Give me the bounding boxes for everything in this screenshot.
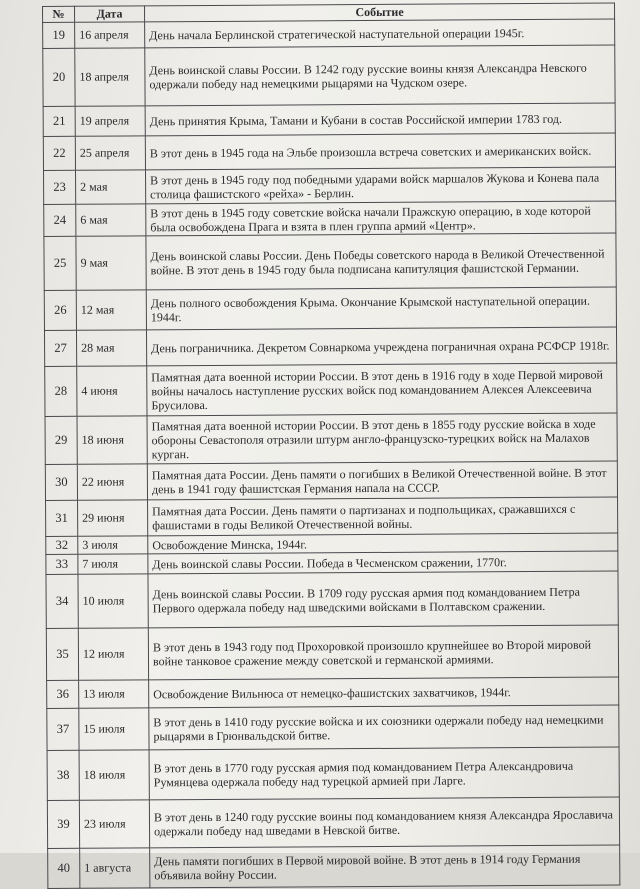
row-number: 33: [46, 554, 78, 574]
table-row: [44, 167, 616, 204]
row-date: 23 июля: [79, 800, 149, 848]
table-row: [46, 497, 618, 536]
row-event: День воинской славы России. День Победы советского народа в Великой Отечественной войне. В этот день в 1945 году была подписана капитуляция фашистской Германии.: [146, 233, 616, 290]
table-row: [48, 845, 620, 888]
row-date: 12 июля: [78, 628, 148, 680]
row-number: 36: [47, 680, 79, 708]
table-row: [44, 201, 616, 236]
row-number: 29: [45, 416, 77, 464]
row-event: Освобождение Вильнюса от немецко-фашистских захватчиков, 1944г.: [149, 677, 619, 708]
row-date: 19 апреля: [75, 106, 145, 136]
table-row: [47, 797, 619, 848]
row-number: 24: [44, 204, 76, 236]
row-date: 3 июля: [78, 536, 148, 554]
row-event: День принятия Крыма, Тамани и Кубани в состав Российской империи 1783 год.: [145, 103, 615, 136]
row-event: Памятная дата военной истории России. В этот день в 1855 году русские войска в ходе обороны Севастополя отразили штурм англо-французско-турецких войск на Малахов курган.: [147, 413, 617, 464]
row-date: 13 июля: [79, 680, 149, 708]
row-event: В этот день в 1943 году под Прохоровкой произошло крупнейшее во Второй мировой войне танковое сражение между советской и германской армиями.: [148, 625, 618, 680]
row-event: В этот день в 1770 году русская армия под командованием Петра Александровича Румянцева одержала победу над турецкой армией при Ларге.: [149, 747, 619, 800]
row-date: 1 августа: [80, 848, 150, 888]
row-date: 6 мая: [76, 204, 146, 236]
row-number: 31: [46, 500, 78, 536]
row-date: 4 июня: [77, 366, 147, 416]
header-event: Событие: [145, 3, 615, 22]
header-number: №: [43, 6, 75, 22]
row-date: 9 мая: [76, 236, 146, 290]
row-event: День памяти погибших в Первой мировой войне. В этот день в 1914 году Германия объявила войну России.: [150, 845, 620, 888]
table-row: [46, 571, 618, 628]
row-event: День воинской славы России. В 1709 году русская армия под командованием Петра Первого одержала победу над шведскими войсками в Полтавском сражении.: [148, 571, 618, 628]
row-event: В этот день в 1945 года на Эльбе произошла встреча советских и американских войск.: [145, 133, 615, 170]
row-number: 23: [44, 170, 76, 204]
row-event: Освобождение Минска, 1944г.: [148, 533, 618, 554]
header-date: Дата: [75, 6, 145, 22]
table-row: [43, 45, 615, 106]
table-row: [43, 19, 615, 48]
table-row: [45, 363, 617, 416]
row-date: 22 июня: [77, 464, 147, 500]
table-row: [45, 461, 617, 500]
row-date: 16 апреля: [75, 22, 145, 48]
row-event: В этот день в 1945 году советские войска начали Пражскую операцию, в ходе которой была освобождена Прага и взята в плен группа армий «Центр».: [146, 201, 616, 236]
row-number: 28: [45, 366, 77, 416]
row-number: 39: [47, 800, 79, 848]
row-number: 40: [48, 848, 80, 888]
table-row: [44, 327, 616, 366]
row-number: 21: [43, 106, 75, 136]
row-number: 37: [47, 708, 79, 750]
table-row: [45, 413, 617, 464]
row-number: 26: [44, 290, 76, 330]
table-row: [47, 677, 619, 708]
table-row: [44, 287, 616, 330]
row-number: 30: [45, 464, 77, 500]
row-date: 18 июля: [79, 750, 149, 800]
row-date: 18 июня: [77, 416, 147, 464]
row-number: 19: [43, 22, 75, 48]
row-event: День воинской славы России. В 1242 году русские воины князя Александра Невского одержали победу над немецкими рыцарями на Чудском озере.: [145, 45, 615, 106]
row-number: 20: [43, 48, 75, 106]
row-date: 28 мая: [76, 330, 146, 366]
row-date: 7 июля: [78, 554, 148, 574]
row-number: 27: [44, 330, 76, 366]
row-date: 25 апреля: [75, 136, 145, 170]
row-event: День полного освобождения Крыма. Окончание Крымской наступательной операции. 1944г.: [146, 287, 616, 330]
table-row: [44, 233, 616, 290]
row-event: В этот день в 1945 году под победными ударами войск маршалов Жукова и Конева пала столица фашистского «рейха» - Берлин.: [146, 167, 616, 204]
row-event: Памятная дата России. День памяти о партизанах и подпольщиках, сражавшихся с фашистами в годы Великой Отечественной войны.: [148, 497, 618, 536]
table-row: [43, 103, 615, 136]
row-number: 35: [46, 628, 78, 680]
row-date: 2 мая: [76, 170, 146, 204]
row-event: Памятная дата России. День памяти о погибших в Великой Отечественной войне. В этот день в 1941 году фашистская Германия напала на СССР.: [147, 461, 617, 500]
row-event: Памятная дата военной истории России. В этот день в 1916 году в ходе Первой мировой войны началось наступление русских войск под командованием Алексея Алексеевича Брусилова.: [147, 363, 617, 416]
table-row: [43, 133, 615, 170]
row-date: 10 июля: [78, 574, 148, 628]
row-number: 38: [47, 750, 79, 800]
row-date: 18 апреля: [75, 48, 145, 106]
row-event: День воинской славы России. Победа в Чесменском сражении, 1770г.: [148, 551, 618, 574]
events-table: [42, 2, 620, 888]
row-number: 32: [46, 536, 78, 554]
row-date: 29 июня: [78, 500, 148, 536]
row-event: День пограничника. Декретом Совнаркома учреждена пограничная охрана РСФСР 1918г.: [146, 327, 616, 366]
row-number: 25: [44, 236, 76, 290]
table-row: [47, 705, 619, 750]
row-date: 12 мая: [76, 290, 146, 330]
row-event: В этот день в 1240 году русские воины под командованием князя Александра Ярославича одержали победу над шведами в Невской битве.: [149, 797, 619, 848]
row-event: В этот день в 1410 году русские войска и их союзники одержали победу над немецкими рыцарями в Грюнвальдской битве.: [149, 705, 619, 750]
row-event: День начала Берлинской стратегической наступательной операции 1945г.: [145, 19, 615, 48]
row-date: 15 июля: [79, 708, 149, 750]
row-number: 34: [46, 574, 78, 628]
row-number: 22: [43, 136, 75, 170]
table-row: [47, 747, 619, 800]
table-row: [46, 625, 618, 680]
